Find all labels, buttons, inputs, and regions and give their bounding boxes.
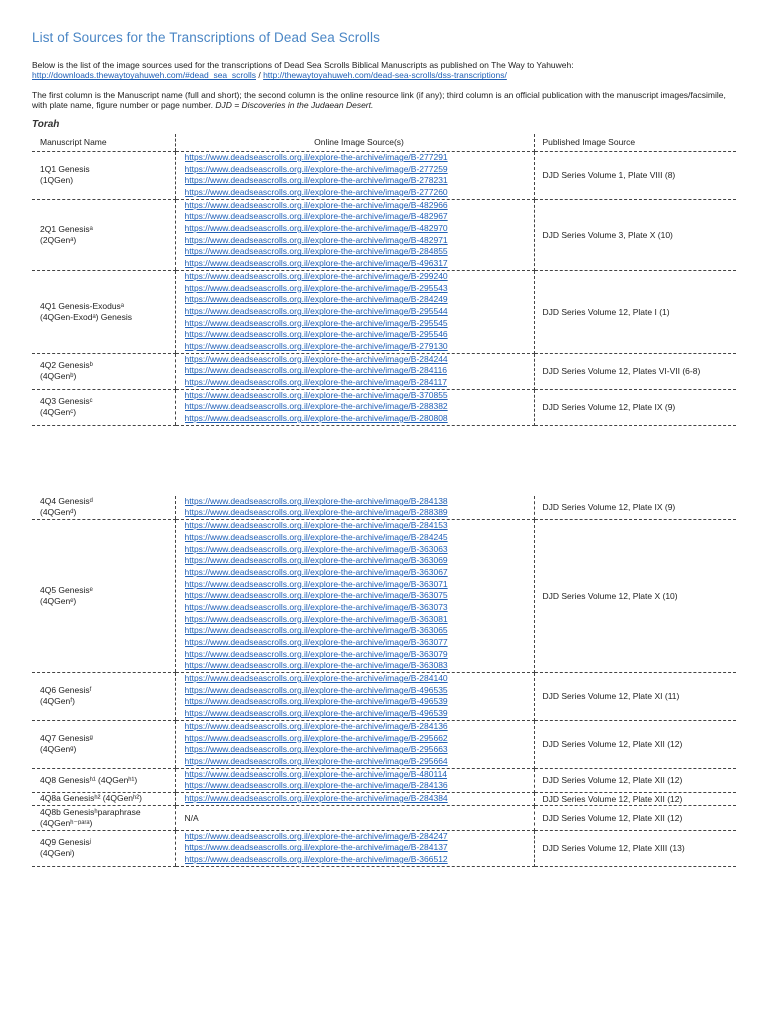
manuscript-name-cell xyxy=(32,520,175,673)
table-row xyxy=(32,389,736,425)
link-line xyxy=(185,831,534,843)
published-source: DJD Series Volume 12, Plate IX (9) xyxy=(542,402,676,413)
image-source-link[interactable]: https://www.deadseascrolls.org.il/explore-the-archive/image/B-363083 xyxy=(184,660,448,671)
image-source-link[interactable]: https://www.deadseascrolls.org.il/explore-the-archive/image/B-277260 xyxy=(184,187,448,197)
manuscript-name-cell xyxy=(32,768,175,792)
manuscript-name-cell xyxy=(32,830,175,866)
image-source-link[interactable]: https://www.deadseascrolls.org.il/explore-the-archive/image/B-295544 xyxy=(184,305,448,316)
image-source-link[interactable]: https://www.deadseascrolls.org.il/explore-the-archive/image/B-284384 xyxy=(184,792,448,803)
manuscript-short-name: (4QGenᶜ) xyxy=(40,407,77,418)
sources-table-top xyxy=(32,134,736,426)
page-gap xyxy=(32,426,736,496)
online-sources-cell xyxy=(175,805,534,830)
manuscript-short-name: (1QGen) xyxy=(40,175,74,186)
image-source-link[interactable]: https://www.deadseascrolls.org.il/explore-the-archive/image/B-280808 xyxy=(184,413,448,424)
manuscript-name: 4Q8 Genesisʰ¹ (4QGenʰ¹) xyxy=(40,774,138,785)
image-source-link[interactable]: https://www.deadseascrolls.org.il/explore-the-archive/image/B-496317 xyxy=(184,258,448,269)
manuscript-name-cell xyxy=(32,151,175,199)
manuscript-short-name: (4QGenᶠ) xyxy=(40,696,76,707)
online-sources-cell xyxy=(175,199,534,270)
image-source-link[interactable]: https://www.deadseascrolls.org.il/explore-the-archive/image/B-496535 xyxy=(184,684,448,695)
manuscript-name: 4Q8b Genesisʰparaphrase xyxy=(40,806,141,817)
published-source: DJD Series Volume 12, Plate I (1) xyxy=(542,306,670,317)
published-source: DJD Series Volume 3, Plate X (10) xyxy=(542,229,673,240)
link-line xyxy=(185,365,534,377)
page-title: List of Sources for the Transcriptions of Dead Sea Scrolls xyxy=(32,30,380,45)
image-source-link[interactable]: https://www.deadseascrolls.org.il/explore-the-archive/image/B-284138 xyxy=(184,495,448,506)
published-source-cell xyxy=(534,673,736,721)
published-source: DJD Series Volume 12, Plate IX (9) xyxy=(542,502,676,513)
link-line xyxy=(185,401,534,413)
table-row xyxy=(32,496,736,520)
manuscript-name-cell xyxy=(32,805,175,830)
link-line xyxy=(185,223,534,235)
manuscript-name-cell xyxy=(32,353,175,389)
image-source-link[interactable]: https://www.deadseascrolls.org.il/explore-the-archive/image/B-284136 xyxy=(184,720,448,731)
table-header-row xyxy=(32,134,736,152)
link-line xyxy=(185,354,534,366)
image-source-link[interactable]: https://www.deadseascrolls.org.il/explore-the-archive/image/B-277259 xyxy=(184,163,448,174)
published-source: DJD Series Volume 12, Plate XI (11) xyxy=(542,691,680,702)
table-row xyxy=(32,830,736,866)
description-text: The first column is the Manuscript name (full and short); the second column is the online resource link (if any); third column is an official publication with the manuscript images/facsimile, with plate name, figure number or page number. xyxy=(32,89,726,110)
not-available-text: N/A xyxy=(184,812,199,823)
table-row xyxy=(32,720,736,768)
image-source-link[interactable]: https://www.deadseascrolls.org.il/explore-the-archive/image/B-295545 xyxy=(184,317,448,328)
link-line xyxy=(185,294,534,306)
manuscript-name-cell xyxy=(32,673,175,721)
manuscript-short-name: (4QGenᵍ) xyxy=(40,744,77,755)
manuscript-name: 2Q1 Genesisᵃ xyxy=(40,223,93,234)
manuscript-name: 4Q5 Genesisᵉ xyxy=(40,585,93,596)
manuscript-name: 4Q8a Genesisʰ² (4QGenʰ²) xyxy=(40,793,142,804)
image-source-link[interactable]: https://www.deadseascrolls.org.il/explore-the-archive/image/B-363063 xyxy=(184,543,448,554)
image-source-link[interactable]: https://www.deadseascrolls.org.il/explore-the-archive/image/B-279130 xyxy=(184,340,448,351)
link-line xyxy=(185,625,534,637)
image-source-link[interactable]: https://www.deadseascrolls.org.il/explore-the-archive/image/B-363079 xyxy=(184,648,448,659)
published-source: DJD Series Volume 12, Plate XII (12) xyxy=(542,775,683,786)
link-line xyxy=(185,637,534,649)
link-line xyxy=(185,175,534,187)
image-source-link[interactable]: https://www.deadseascrolls.org.il/explore-the-archive/image/B-482967 xyxy=(184,211,448,222)
published-source-cell xyxy=(534,199,736,270)
link-line xyxy=(185,614,534,626)
link-line xyxy=(185,721,534,733)
link-line xyxy=(185,200,534,212)
link-line xyxy=(185,744,534,756)
manuscript-name: 1Q1 Genesis xyxy=(40,164,90,175)
published-source-cell xyxy=(534,768,736,792)
image-source-link[interactable]: https://www.deadseascrolls.org.il/explore-the-archive/image/B-496539 xyxy=(184,696,448,707)
table-body-top xyxy=(32,151,736,425)
sources-table-bottom xyxy=(32,496,736,867)
published-source: DJD Series Volume 12, Plate XII (12) xyxy=(542,739,683,750)
link-line xyxy=(185,496,534,508)
published-source: DJD Series Volume 1, Plate VIII (8) xyxy=(542,170,676,181)
link-line xyxy=(185,793,534,805)
header-online-image-sources: Online Image Source(s) xyxy=(175,134,534,152)
link-line xyxy=(185,318,534,330)
header-published-image-source: Published Image Source xyxy=(534,134,736,152)
link-line xyxy=(185,306,534,318)
link-line xyxy=(185,555,534,567)
image-source-link[interactable]: https://www.deadseascrolls.org.il/explore-the-archive/image/B-363071 xyxy=(184,578,448,589)
link-line xyxy=(185,235,534,247)
link-line xyxy=(185,341,534,353)
image-source-link[interactable]: https://www.deadseascrolls.org.il/explore-the-archive/image/B-363065 xyxy=(184,625,448,636)
image-source-link[interactable]: https://www.deadseascrolls.org.il/explore-the-archive/image/B-295543 xyxy=(184,282,448,293)
image-source-link[interactable]: https://www.deadseascrolls.org.il/explore-the-archive/image/B-480114 xyxy=(184,768,448,779)
online-sources-cell xyxy=(175,768,534,792)
link-line xyxy=(185,283,534,295)
published-source: DJD Series Volume 12, Plates VI-VII (6-8) xyxy=(542,366,701,377)
image-source-link[interactable]: https://www.deadseascrolls.org.il/explore-the-archive/image/B-363075 xyxy=(184,590,448,601)
table-row xyxy=(32,673,736,721)
image-source-link[interactable]: https://www.deadseascrolls.org.il/explore-the-archive/image/B-288382 xyxy=(184,401,448,412)
manuscript-name-cell xyxy=(32,496,175,520)
link-line xyxy=(185,854,534,866)
manuscript-name-cell xyxy=(32,199,175,270)
image-source-link[interactable]: https://www.deadseascrolls.org.il/explore-the-archive/image/B-284140 xyxy=(184,673,448,684)
link-line xyxy=(185,271,534,283)
link-separator: / xyxy=(255,70,264,81)
image-source-link[interactable]: https://www.deadseascrolls.org.il/explore-the-archive/image/B-482971 xyxy=(184,234,448,245)
online-sources-cell xyxy=(175,496,534,520)
image-source-link[interactable]: https://www.deadseascrolls.org.il/explore-the-archive/image/B-288389 xyxy=(184,507,448,518)
image-source-link[interactable]: https://www.deadseascrolls.org.il/explore-the-archive/image/B-284117 xyxy=(184,377,448,387)
online-sources-cell xyxy=(175,151,534,199)
manuscript-name-cell xyxy=(32,792,175,805)
published-source: DJD Series Volume 12, Plate XIII (13) xyxy=(542,843,685,854)
manuscript-short-name: (4QGenᵇ) xyxy=(40,371,77,382)
link-line xyxy=(185,520,534,532)
link-line xyxy=(185,246,534,258)
online-sources-cell xyxy=(175,389,534,425)
manuscript-name: 4Q1 Genesis-Exodusᵃ xyxy=(40,300,124,311)
link-line xyxy=(185,602,534,614)
image-source-link[interactable]: https://www.deadseascrolls.org.il/explore-the-archive/image/B-295664 xyxy=(184,755,448,766)
downloads-link[interactable]: http://downloads.thewaytoyahuweh.com/#dead_sea_scrolls xyxy=(32,70,256,81)
image-source-link[interactable]: https://www.deadseascrolls.org.il/explore-the-archive/image/B-366512 xyxy=(184,854,448,864)
online-sources-cell xyxy=(175,270,534,353)
published-source: DJD Series Volume 12, Plate X (10) xyxy=(542,591,678,601)
image-source-link[interactable]: https://www.deadseascrolls.org.il/explore-the-archive/image/B-496539 xyxy=(184,708,448,719)
table-row xyxy=(32,270,736,353)
online-sources-cell xyxy=(175,830,534,866)
published-source-cell xyxy=(534,520,736,673)
image-source-link[interactable]: https://www.deadseascrolls.org.il/explore-the-archive/image/B-482966 xyxy=(184,199,448,210)
link-line xyxy=(185,733,534,745)
image-source-link[interactable]: https://www.deadseascrolls.org.il/explore-the-archive/image/B-370855 xyxy=(184,389,448,400)
manuscript-short-name: (4QGenʲ) xyxy=(40,848,75,859)
link-line xyxy=(185,532,534,544)
image-source-link[interactable]: https://www.deadseascrolls.org.il/explore-the-archive/image/B-284247 xyxy=(184,830,448,841)
published-source-cell xyxy=(534,151,736,199)
link-line xyxy=(185,413,534,425)
image-source-link[interactable]: https://www.deadseascrolls.org.il/explore-the-archive/image/B-295663 xyxy=(184,744,448,755)
link-line xyxy=(185,152,534,164)
header-manuscript-name: Manuscript Name xyxy=(32,134,175,152)
link-line xyxy=(185,329,534,341)
table-row xyxy=(32,151,736,199)
published-source: DJD Series Volume 12, Plate XII (12) xyxy=(542,793,683,804)
link-line xyxy=(185,390,534,402)
manuscript-short-name: (4QGenᵉ) xyxy=(40,596,77,607)
link-line xyxy=(185,507,534,519)
link-line xyxy=(185,579,534,591)
online-sources-cell xyxy=(175,792,534,805)
manuscript-short-name: (2QGenᵃ) xyxy=(40,234,77,245)
image-source-link[interactable]: https://www.deadseascrolls.org.il/explore-the-archive/image/B-295662 xyxy=(184,732,448,743)
published-source-cell xyxy=(534,270,736,353)
manuscript-name: 4Q7 Genesisᵍ xyxy=(40,733,93,744)
image-source-link[interactable]: https://www.deadseascrolls.org.il/explore-the-archive/image/B-363073 xyxy=(184,601,448,612)
link-line xyxy=(185,696,534,708)
transcriptions-link[interactable]: http://thewaytoyahuweh.com/dead-sea-scrolls/dss-transcriptions/ xyxy=(263,70,507,81)
link-line xyxy=(185,756,534,768)
link-line xyxy=(185,842,534,854)
image-source-link[interactable]: https://www.deadseascrolls.org.il/explore-the-archive/image/B-277291 xyxy=(184,151,448,162)
link-line xyxy=(185,164,534,176)
manuscript-name: 4Q6 Genesisᶠ xyxy=(40,685,92,696)
image-source-link[interactable]: https://www.deadseascrolls.org.il/explore-the-archive/image/B-363081 xyxy=(184,613,448,624)
image-source-link[interactable]: https://www.deadseascrolls.org.il/explore-the-archive/image/B-284244 xyxy=(184,353,448,364)
manuscript-short-name: (4QGenᵈ) xyxy=(40,507,77,518)
section-heading-torah: Torah xyxy=(32,118,60,130)
intro-text: Below is the list of the image sources used for the transcriptions of Dead Sea Scrolls Biblical Manuscripts as published on The Way to Yahuweh: xyxy=(32,60,574,71)
published-source: DJD Series Volume 12, Plate XII (12) xyxy=(542,812,683,823)
manuscript-name-cell xyxy=(32,720,175,768)
table-row xyxy=(32,520,736,673)
image-source-link[interactable]: https://www.deadseascrolls.org.il/explore-the-archive/image/B-278231 xyxy=(184,175,448,186)
published-source-cell xyxy=(534,720,736,768)
manuscript-short-name: (4QGen-Exodᵃ) Genesis xyxy=(40,311,132,322)
manuscript-name: 4Q2 Genesisᵇ xyxy=(40,360,93,371)
image-source-link[interactable]: https://www.deadseascrolls.org.il/explore-the-archive/image/B-284245 xyxy=(184,531,448,542)
published-source-cell xyxy=(534,792,736,805)
link-line xyxy=(185,567,534,579)
image-source-link[interactable]: https://www.deadseascrolls.org.il/explore-the-archive/image/B-284153 xyxy=(184,520,448,531)
image-source-link[interactable]: https://www.deadseascrolls.org.il/explore-the-archive/image/B-363069 xyxy=(184,555,448,566)
published-source-cell xyxy=(534,830,736,866)
table-row xyxy=(32,805,736,830)
online-sources-cell xyxy=(175,520,534,673)
image-source-link[interactable]: https://www.deadseascrolls.org.il/explore-the-archive/image/B-284249 xyxy=(184,294,448,305)
link-line xyxy=(185,708,534,720)
link-line xyxy=(185,187,534,199)
link-line xyxy=(185,769,534,781)
table-body-bottom xyxy=(32,496,736,866)
link-line xyxy=(185,685,534,697)
link-line xyxy=(185,660,534,672)
table-row xyxy=(32,792,736,805)
published-source-cell xyxy=(534,353,736,389)
link-line xyxy=(185,673,534,685)
link-line xyxy=(185,590,534,602)
link-line xyxy=(185,649,534,661)
manuscript-name-cell xyxy=(32,389,175,425)
image-source-link[interactable]: https://www.deadseascrolls.org.il/explore-the-archive/image/B-295546 xyxy=(184,329,448,340)
description-paragraph xyxy=(32,90,736,110)
image-source-link[interactable]: https://www.deadseascrolls.org.il/explore-the-archive/image/B-299240 xyxy=(184,270,448,281)
image-source-link[interactable]: https://www.deadseascrolls.org.il/explore-the-archive/image/B-284116 xyxy=(184,365,448,376)
table-row xyxy=(32,768,736,792)
manuscript-name-cell xyxy=(32,270,175,353)
image-source-link[interactable]: https://www.deadseascrolls.org.il/explore-the-archive/image/B-482970 xyxy=(184,223,448,234)
online-sources-cell xyxy=(175,673,534,721)
online-sources-cell xyxy=(175,720,534,768)
intro-paragraph xyxy=(32,60,736,80)
published-source-cell xyxy=(534,805,736,830)
online-sources-cell xyxy=(175,353,534,389)
image-source-link[interactable]: https://www.deadseascrolls.org.il/explore-the-archive/image/B-363067 xyxy=(184,566,448,577)
link-line xyxy=(185,544,534,556)
manuscript-short-name: (4QGenʰ⁻ᵖᵃʳᵃ) xyxy=(40,817,93,828)
link-line xyxy=(185,780,534,792)
image-source-link[interactable]: https://www.deadseascrolls.org.il/explore-the-archive/image/B-363077 xyxy=(184,637,448,647)
table-row xyxy=(32,353,736,389)
djd-definition: DJD = Discoveries in the Judaean Desert. xyxy=(215,99,374,110)
table-row xyxy=(32,199,736,270)
link-line xyxy=(185,258,534,270)
published-source-cell xyxy=(534,389,736,425)
image-source-link[interactable]: https://www.deadseascrolls.org.il/explore-the-archive/image/B-284137 xyxy=(184,842,448,853)
published-source-cell xyxy=(534,496,736,520)
image-source-link[interactable]: https://www.deadseascrolls.org.il/explore-the-archive/image/B-284136 xyxy=(184,780,448,791)
image-source-link[interactable]: https://www.deadseascrolls.org.il/explore-the-archive/image/B-284855 xyxy=(184,246,448,257)
link-line xyxy=(185,211,534,223)
manuscript-name: 4Q4 Genesisᵈ xyxy=(40,496,93,507)
manuscript-name: 4Q9 Genesisʲ xyxy=(40,837,91,848)
link-line xyxy=(185,377,534,389)
manuscript-name: 4Q3 Genesisᶜ xyxy=(40,396,93,407)
